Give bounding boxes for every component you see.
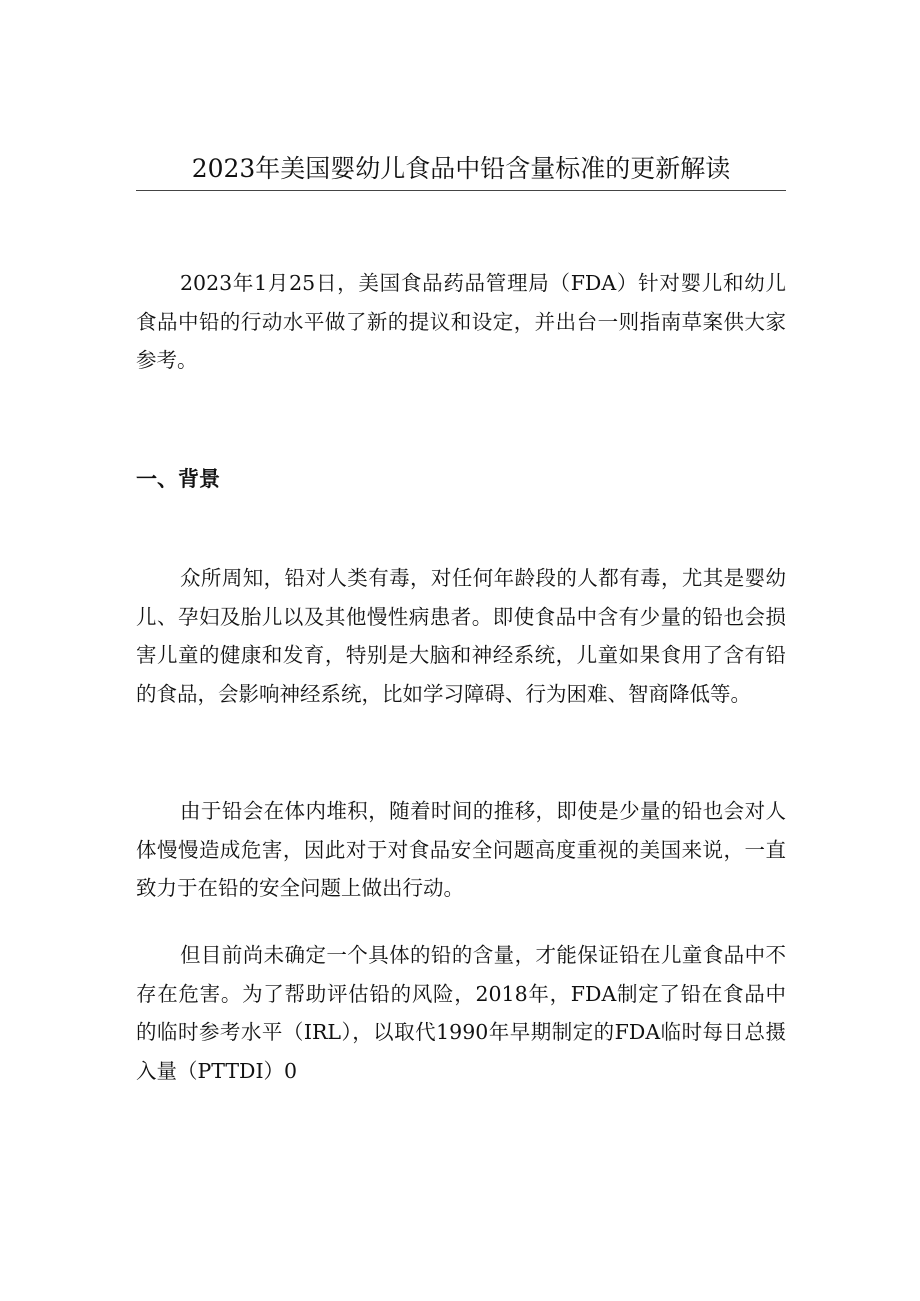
section-heading-background: 一、背景 [136,467,220,491]
document-title: 2023年美国婴幼儿食品中铅含量标准的更新解读 [191,154,731,183]
background-paragraph-3: 但目前尚未确定一个具体的铅的含量，才能保证铅在儿童食品中不存在危害。为了帮助评估铅的风险，2018年，FDA制定了铅在食品中的临时参考水平（IRL），以取代1990年早期制定的FDA临时每日总摄入量（PTTDI）0 [136,943,786,1083]
intro-paragraph: 2023年1月25日，美国食品药品管理局（FDA）针对婴儿和幼儿食品中铅的行动水平做了新的提议和设定，并出台一则指南草案供大家参考。 [136,271,786,372]
background-paragraph-2: 由于铅会在体内堆积，随着时间的推移，即使是少量的铅也会对人体慢慢造成危害，因此对于对食品安全问题高度重视的美国来说，一直致力于在铅的安全问题上做出行动。 [136,799,786,900]
title-underline [136,190,786,191]
background-paragraph-1: 众所周知，铅对人类有毒，对任何年龄段的人都有毒，尤其是婴幼儿、孕妇及胎儿以及其他慢性病患者。即使食品中含有少量的铅也会损害儿童的健康和发育，特别是大脑和神经系统，儿童如果食用了含有铅的食品，会影响神经系统，比如学习障碍、行为困难、智商降低等。 [136,566,786,706]
